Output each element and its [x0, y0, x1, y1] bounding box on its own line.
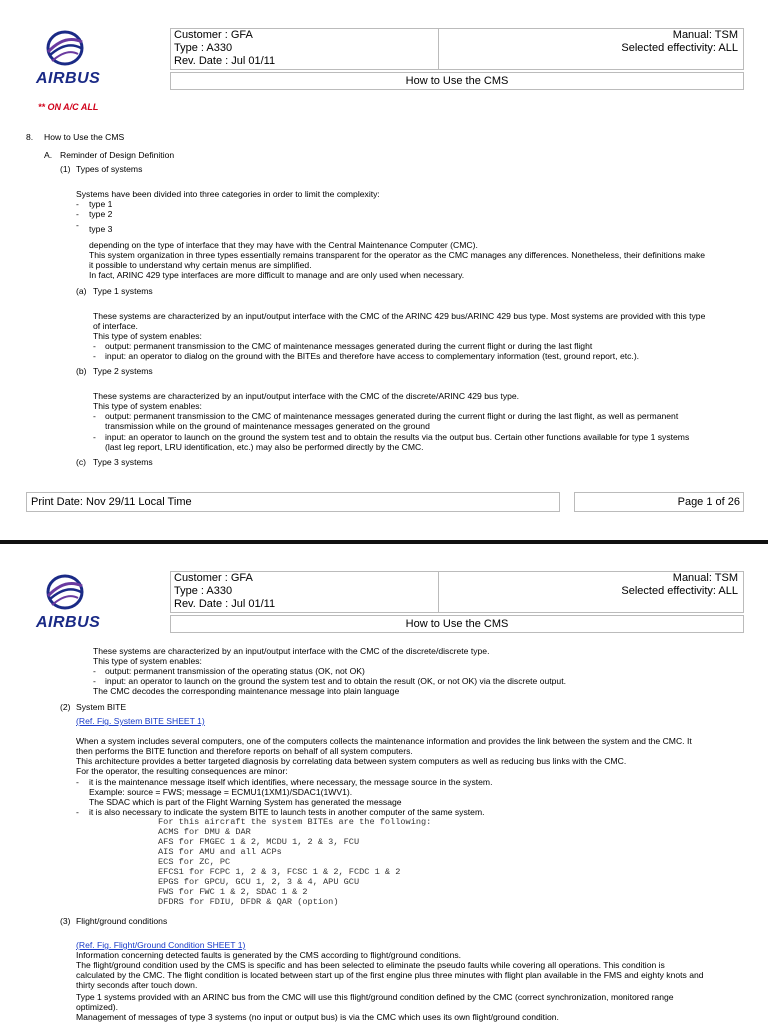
rev-date-label: Rev. Date : Jul 01/11: [174, 598, 276, 610]
bullet-text: input: an operator to launch on the ground the system test and to obtain the result (OK, or not OK) via the discrete output.: [105, 676, 566, 686]
airbus-swirl-icon: [40, 572, 90, 612]
airbus-logo: [36, 572, 100, 636]
effectivity-label: Selected effectivity: ALL: [621, 585, 738, 597]
paragraph-line: Type 1 systems provided with an ARINC bus from the CMC will use this flight/ground condition defined by the CMC (correct synchronization, monitored range: [76, 992, 674, 1002]
paragraph-line: thirty seconds after touch down.: [76, 980, 198, 990]
item-number: (1): [60, 164, 71, 174]
paragraph-line: This type of system enables:: [93, 331, 202, 341]
paragraph-line: of interface.: [93, 321, 138, 331]
section-number: 8.: [26, 132, 34, 142]
bullet-dash: -: [76, 199, 79, 209]
paragraph-line: This architecture provides a better targeted diagnosis by correlating data between system computers as well as reducing bus links with the CMC.: [76, 756, 627, 766]
bullet-dash: -: [93, 341, 96, 351]
item-heading: Type 3 systems: [93, 457, 153, 467]
paragraph-line: The CMC decodes the corresponding maintenance message into plain language: [93, 686, 400, 696]
bullet-text: (last leg report, LRU identification, etc.) may also be performed directly by the CMC.: [105, 442, 424, 452]
bullet-dash: -: [76, 209, 79, 219]
item-letter: (c): [76, 457, 87, 467]
bullet-dash: -: [76, 220, 79, 230]
bullet-text: type 2: [89, 209, 113, 219]
item-heading: Flight/ground conditions: [76, 916, 168, 926]
effectivity-label: Selected effectivity: ALL: [621, 42, 738, 54]
ref-fig-link[interactable]: (Ref. Fig. Flight/Ground Condition SHEET 1): [76, 940, 246, 950]
paragraph-line: Information concerning detected faults is generated by the CMS according to flight/ground conditions.: [76, 950, 462, 960]
bullet-text: type 1: [89, 199, 113, 209]
type-label: Type : A330: [174, 585, 233, 597]
item-heading: Types of systems: [76, 164, 143, 174]
subsection-heading: Reminder of Design Definition: [60, 150, 175, 160]
bullet-text: output: permanent transmission to the CMC of maintenance messages generated during the current flight or during the last flight: [105, 341, 593, 351]
item-heading: Type 1 systems: [93, 286, 153, 296]
bite-table-row: AIS for AMU and all ACPs: [158, 847, 282, 857]
document-page-2: [0, 544, 768, 1024]
rev-date-label: Rev. Date : Jul 01/11: [174, 55, 276, 67]
bullet-text: input: an operator to dialog on the ground with the BITEs and therefore have access to complementary information (test, ground report, etc.).: [105, 351, 640, 361]
paragraph-line: The flight/ground condition used by the CMS is specific and has been selected to eliminate the pseudo faults while covering all operations. This condition is: [76, 960, 665, 970]
customer-label: Customer : GFA: [174, 572, 253, 584]
manual-label: Manual: TSM: [672, 29, 738, 41]
bullet-dash: -: [76, 777, 79, 787]
paragraph-line: This type of system enables:: [93, 656, 202, 666]
item-number: (3): [60, 916, 71, 926]
paragraph-line: When a system includes several computers, one of the computers collects the maintenance information and provides the link between the system and the CMC. It: [76, 736, 692, 746]
bullet-dash: -: [93, 351, 96, 361]
bullet-dash: -: [93, 432, 96, 442]
customer-label: Customer : GFA: [174, 29, 253, 41]
paragraph-line: These systems are characterized by an input/output interface with the CMC of the discrete/ARINC 429 bus type.: [93, 391, 520, 401]
subsection-letter: A.: [44, 150, 53, 160]
bullet-text: output: permanent transmission to the CMC of maintenance messages generated during the current flight or during the last flight, as well as permanent: [105, 411, 679, 421]
paragraph-line: Systems have been divided into three categories in order to limit the complexity:: [76, 189, 380, 199]
paragraph-line: The SDAC which is part of the Flight Warning System has generated the message: [89, 797, 402, 807]
paragraph-line: optimized).: [76, 1002, 119, 1012]
paragraph-line: For the operator, the resulting consequences are minor:: [76, 766, 288, 776]
bite-table-row: ECS for ZC, PC: [158, 857, 231, 867]
airbus-logo: [36, 28, 100, 92]
paragraph-line: Management of messages of type 3 systems (no input or output bus) is via the CMC which uses its own flight/ground condition.: [76, 1012, 559, 1022]
bite-table-row: EFCS1 for FCPC 1, 2 & 3, FCSC 1 & 2, FCDC 1 & 2: [158, 867, 401, 877]
page-number-box: [574, 492, 744, 512]
item-heading: System BITE: [76, 702, 127, 712]
paragraph-line: calculated by the CMC. The flight condition is located between start up of the first engine plus three minutes with flight plan available in the FMS and eighty knots and: [76, 970, 704, 980]
airbus-wordmark: AIRBUS: [36, 70, 101, 87]
paragraph-line: Example: source = FWS; message = ECMU1(1XM1)/SDAC1(1WV1).: [89, 787, 353, 797]
bite-table-row: AFS for FMGEC 1 & 2, MCDU 1, 2 & 3, FCU: [158, 837, 360, 847]
item-number: (2): [60, 702, 71, 712]
bullet-dash: -: [93, 411, 96, 421]
bite-table-row: DFDRS for FDIU, DFDR & QAR (option): [158, 897, 339, 907]
bullet-text: input: an operator to launch on the ground the system test and to obtain the results via the output bus. Certain other functions available for type 1 systems: [105, 432, 690, 442]
bullet-dash: -: [76, 807, 79, 817]
paragraph-line: These systems are characterized by an input/output interface with the CMC of the discrete/discrete type.: [93, 646, 490, 656]
bullet-text: transmission while on the ground of maintenance messages generated on the ground: [105, 421, 430, 431]
ac-all-label: ** ON A/C ALL: [38, 102, 99, 112]
item-letter: (b): [76, 366, 87, 376]
print-date: Print Date: Nov 29/11 Local Time: [31, 496, 192, 508]
bite-table-row: FWS for FWC 1 & 2, SDAC 1 & 2: [158, 887, 308, 897]
page-number: Page 1 of 26: [677, 496, 740, 508]
bullet-text: it is the maintenance message itself which identifies, where necessary, the message source in the system.: [89, 777, 493, 787]
paragraph-line: This type of system enables:: [93, 401, 202, 411]
bullet-dash: -: [93, 676, 96, 686]
bullet-text: it is also necessary to indicate the system BITE to launch tests in another computer of the same system.: [89, 807, 485, 817]
bite-table-row: EPGS for GPCU, GCU 1, 2, 3 & 4, APU GCU: [158, 877, 360, 887]
print-date-box: [26, 492, 560, 512]
section-heading: How to Use the CMS: [44, 132, 125, 142]
airbus-swirl-icon: [40, 28, 90, 68]
paragraph-line: it possible to understand why certain menus are simplified.: [89, 260, 312, 270]
bite-table-intro: For this aircraft the system BITEs are the following:: [158, 817, 432, 827]
type-label: Type : A330: [174, 42, 233, 54]
paragraph-line: This system organization in three types essentially remains transparent for the operator as the CMC manages any differences. Nonetheless, their definitions make: [89, 250, 706, 260]
document-title: How to Use the CMS: [170, 72, 744, 90]
bullet-text: type 3: [89, 224, 113, 234]
paragraph-line: then performs the BITE function and therefore reports on behalf of all system computers.: [76, 746, 413, 756]
manual-label: Manual: TSM: [672, 572, 738, 584]
airbus-wordmark: AIRBUS: [36, 614, 101, 631]
paragraph-line: In fact, ARINC 429 type interfaces are more difficult to manage and are only used when necessary.: [89, 270, 465, 280]
bullet-dash: -: [93, 666, 96, 676]
ref-fig-link[interactable]: (Ref. Fig. System BITE SHEET 1): [76, 716, 205, 726]
document-title: How to Use the CMS: [170, 615, 744, 633]
paragraph-line: These systems are characterized by an input/output interface with the CMC of the ARINC 429 bus/ARINC 429 bus type. Most systems are provided with this type: [93, 311, 706, 321]
bite-table-row: ACMS for DMU & DAR: [158, 827, 251, 837]
paragraph-line: depending on the type of interface that they may have with the Central Maintenance Computer (CMC).: [89, 240, 478, 250]
item-letter: (a): [76, 286, 87, 296]
bullet-text: output: permanent transmission of the operating status (OK, not OK): [105, 666, 365, 676]
item-heading: Type 2 systems: [93, 366, 153, 376]
